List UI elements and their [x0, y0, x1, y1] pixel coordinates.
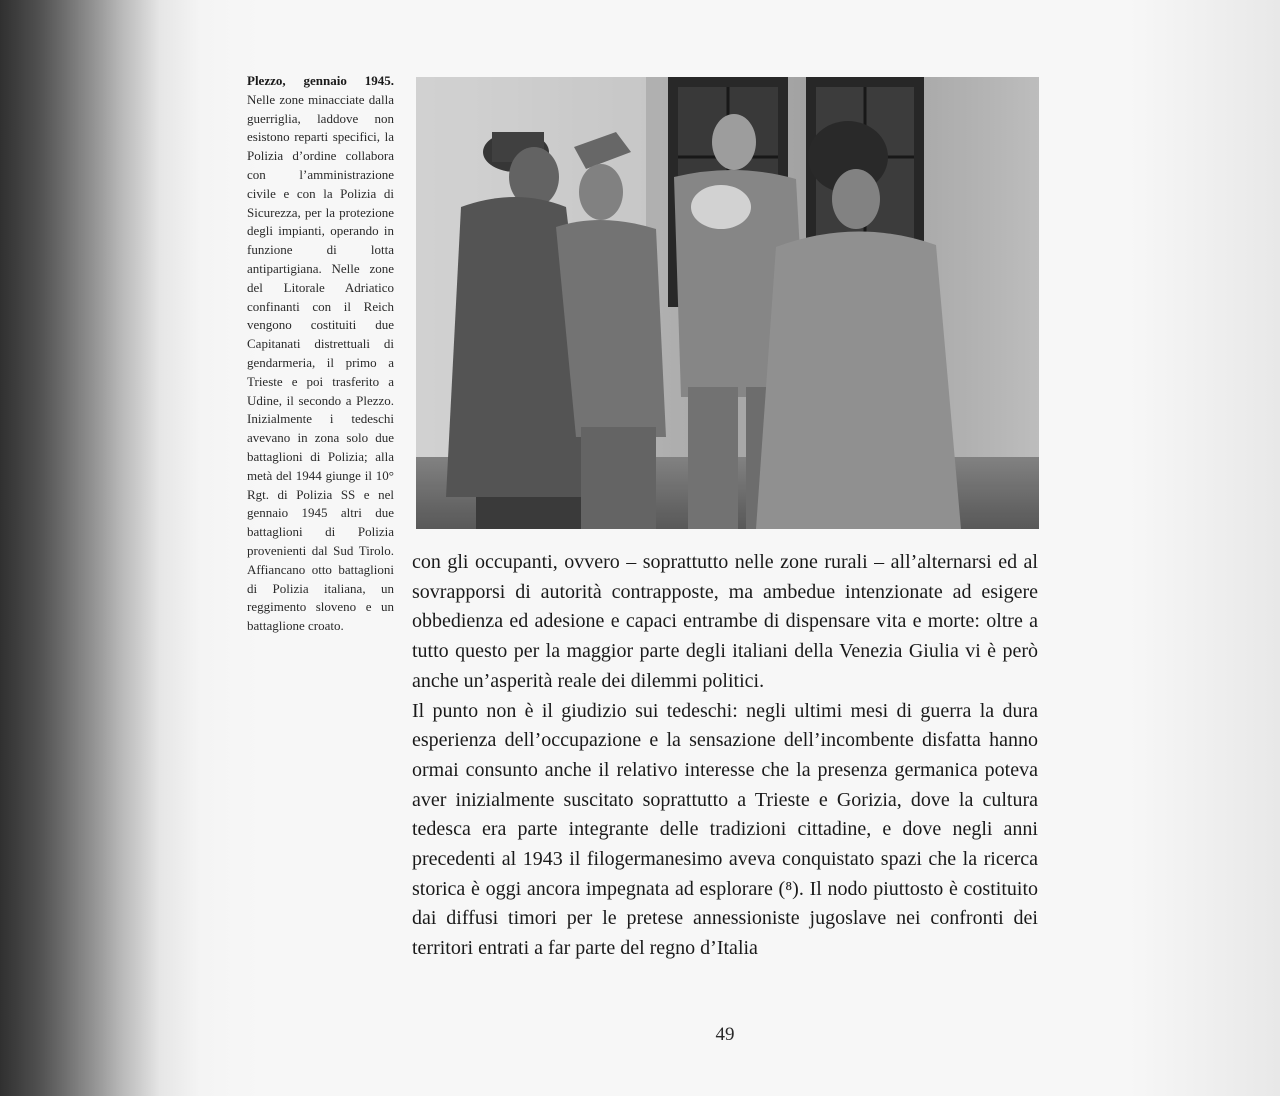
- photo-caption: [247, 72, 394, 636]
- body-paragraph-2: Il punto non è il giudizio sui tedeschi: negli ultimi mesi di guerra la dura esperienza dell’occupazione e la sensazione dell’incombente disfatta hanno ormai consunto anche il relativo interesse che la presenza germanica poteva aver inizialmente suscitato soprattutto a Trieste e Gorizia, dove la cultura tedesca era parte integrante delle tradizioni cittadine, e dove negli anni precedenti al 1943 il filogermanesimo aveva conquistato spazi che la ricerca storica è oggi ancora impegnata ad esplorare (⁸). Il nodo piuttosto è costituito dai diffusi timori per le pretese annessioniste jugoslave nei confronti dei territori entrati a far parte del regno d’Italia: [412, 699, 1038, 960]
- body-paragraph-1: con gli occupanti, ovvero – soprattutto nelle zone rurali – all’alternarsi ed al sovrapporsi di autorità contrapposte, ma ambedue intenzionate ad esigere obbedienza ed adesione e capaci entrambe di dispensare vita e morte: oltre a tutto questo per la maggior parte degli italiani della Venezia Giulia vi è però anche un’asperità reale dei dilemmi politici.: [412, 551, 1038, 692]
- main-body-text: [412, 548, 1038, 964]
- photo-illustration: [416, 77, 1039, 529]
- caption-title: Plezzo, gennaio 1945.: [247, 73, 394, 88]
- caption-text: Nelle zone minacciate dalla guerriglia, laddove non esistono reparti specifici, la Polizia d’ordine collabora con l’amministrazione civile e con la Polizia di Sicurezza, per la protezione degli impianti, operando in funzione di lotta antipartigiana. Nelle zone del Litorale Adriatico confinanti con il Reich vengono costituiti due Capitanati distrettuali di gendarmeria, il primo a Trieste e poi trasferito a Udine, il secondo a Plezzo. Inizialmente i tedeschi avevano in zona solo due battaglioni di Polizia; alla metà del 1944 giunge il 10° Rgt. di Polizia SS e nel gennaio 1945 altri due battaglioni di Polizia provenienti dal Sud Tirolo. Affiancano otto battaglioni di Polizia italiana, un reggimento sloveno e un battaglione croato.: [247, 91, 394, 634]
- historical-photo: [416, 77, 1039, 529]
- left-page-gutter-shadow: [0, 0, 160, 1096]
- page-number: 49: [715, 1024, 735, 1045]
